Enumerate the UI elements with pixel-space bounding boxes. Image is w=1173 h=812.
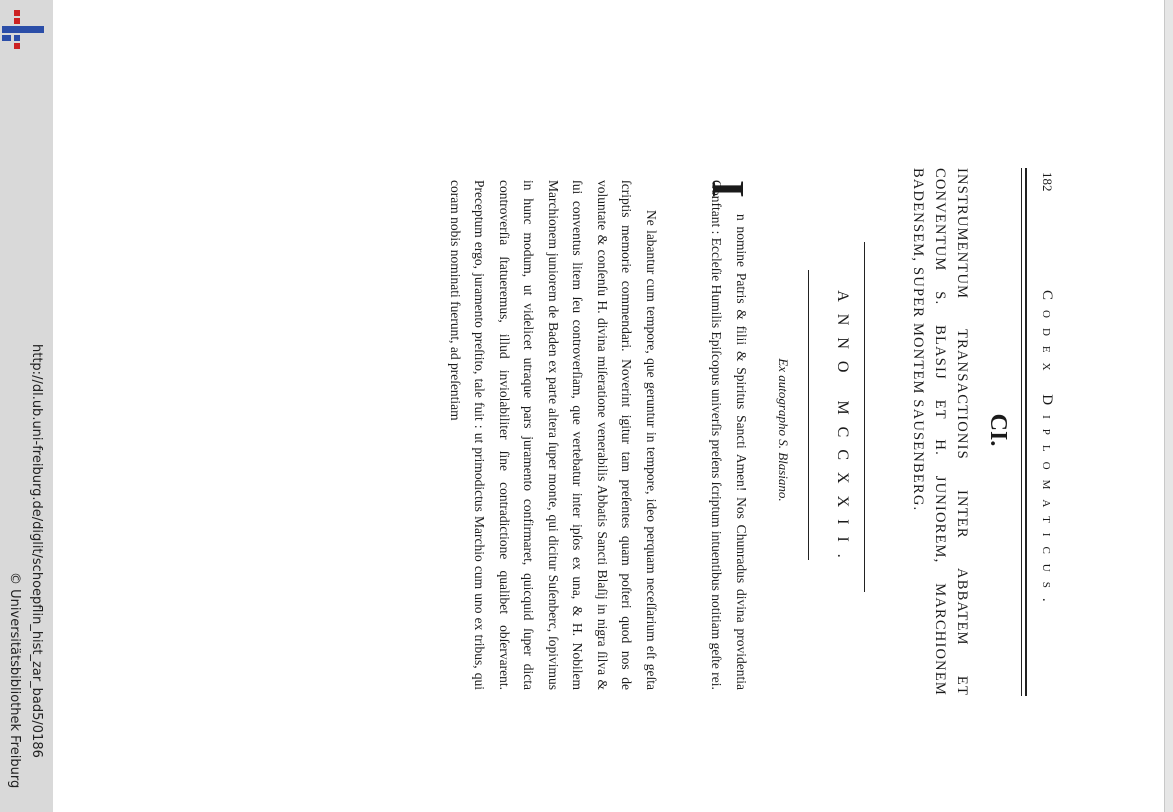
page-number: 182: [1040, 172, 1055, 192]
section-rule-upper: [864, 242, 865, 592]
section-rule-lower: [808, 270, 809, 560]
document-number: CI.: [985, 413, 1011, 447]
document-title: INSTRUMENTUM TRANSACTIONIS INTER ABBATEM ET CONVENTUM S. BLASIJ ET H. JUNIOREM, MARCHIONEM BADENSEM, SUPER MONTEM SAUSENBERG.: [910, 168, 970, 696]
header-rule-thin: [1021, 168, 1022, 696]
scanned-document-page: [255, 150, 1065, 710]
opening-paragraph: n nomine Patris & filii & Spiritus Sancti Amen! Nos Chunradus divina providentia Conftant : Eccleſie Humilis Epiſcopus univerſis preſens ſcriptum intuentibus notitiam geſte rei.: [709, 180, 749, 690]
running-head: [1033, 172, 1055, 692]
document-year: ANNO MCCXXII.: [834, 290, 851, 570]
header-rule-thick: [1025, 168, 1027, 696]
running-title: Codex Diplomaticus.: [1039, 290, 1055, 612]
source-url-link[interactable]: http://dl.ub.uni-freiburg.de/diglit/schoepflin_hist_zar_bad5/0186: [29, 344, 44, 758]
library-logo-icon[interactable]: [0, 8, 46, 52]
viewer-sidebar: [0, 0, 53, 812]
body-paragraph: Ne labantur cum tempore, que geruntur in tempore, ideo perquam neceſſarium eſt geſta ſcriptis memorie commendari. Noverint igitur tam preſentes quam poſteri quod nos de voluntate & conſenſu H. divina miſeratione venerabilis Abbatis Sancti Blaſij in nigra ſilva & ſui conventus litem ſeu controverſiam, que vertebatur inter ipſos ex una, & H. Nobilem Marchionem juniorem de Baden ex parte altera ſuper monte, qui dicitur Suſenberc, ſopivimus in hunc modum, ut videlicet utraque pars juramento confirmaret, quicquid ſuper dicta controverſia ſtatueremus, illud inviolabiliter ſine contradictione qualibet obſervarent. Preceptum ergo, juramento preſtito, tale fuit : ut primodictus Marchio cum uno ex tribus, qui coram nobis nominati fuerunt, ad preſentiam: [448, 180, 659, 690]
copyright-notice: © Universitätsbibliothek Freiburg: [7, 572, 22, 789]
drop-cap-initial: I: [703, 180, 754, 198]
source-note: Ex autographo S. Blasiano.: [776, 358, 791, 502]
page-edge-scrollbar[interactable]: [1164, 0, 1173, 812]
